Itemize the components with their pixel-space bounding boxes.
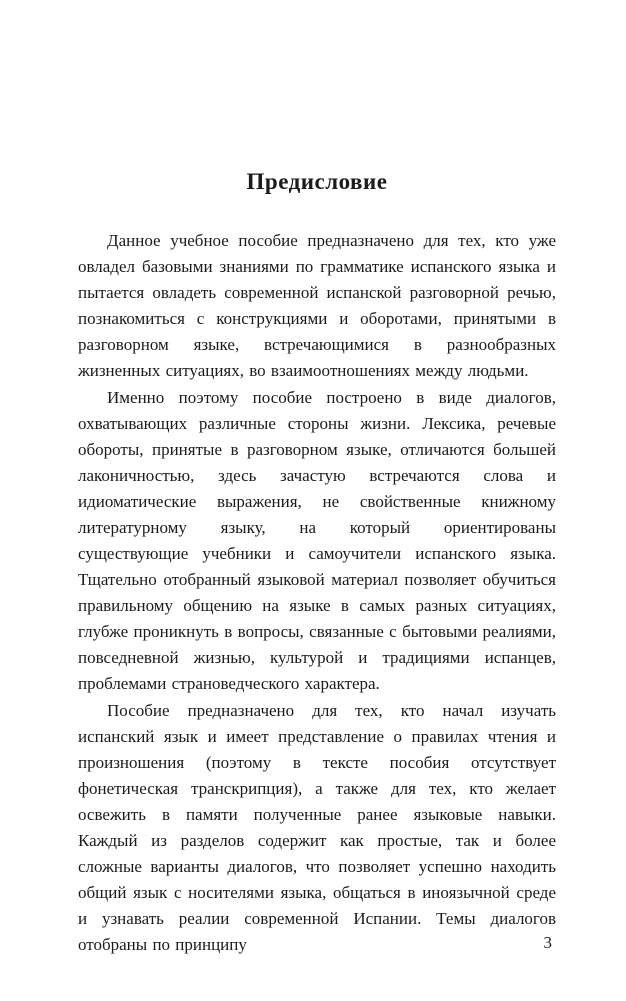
paragraph: Именно поэтому пособие построено в виде диалогов, охватывающих различные стороны жизни. Лексика, речевые обороты, принятые в разговорном языке, отличаются большей лаконичностью, здесь зачастую встречаются слова и идиоматические выражения, не свойственные книжному литературному языку, на который ориентированы существующие учебники и самоучители испанского языка. Тщательно отобранный языковой материал позволяет обучиться правильному общению на языке в самых разных ситуациях, глубже проникнуть в вопросы, связанные с бытовыми реалиями, повседневной жизнью, культурой и традициями испанцев, проблемами страноведческого характера.	[78, 388, 556, 693]
paragraph: Данное учебное пособие предназначено для тех, кто уже овладел базовыми знаниями по грамматике испанского языка и пытается овладеть современной испанской разговорной речью, познакомиться с конструкциями и оборотами, принятыми в разговорном языке, встречающимися в разнообразных жизненных ситуациях, во взаимоотношениях между людьми.	[78, 231, 556, 380]
page-number: 3	[543, 933, 552, 952]
page-content	[78, 168, 556, 959]
chapter-title: Предисловие	[246, 169, 388, 194]
paragraph: Пособие предназначено для тех, кто начал изучать испанский язык и имеет представление о правилах чтения и произношения (поэтому в тексте пособия отсутствует фонетическая транскрипция), а также для тех, кто желает освежить в памяти полученные ранее языковые навыки. Каждый из разделов содержит как простые, так и более сложные варианты диалогов, что позволяет успешно находить общий язык с носителями языка, общаться в иноязычной среде и узнавать реалии современной Испании. Темы диалогов отобраны по принципу	[78, 701, 556, 954]
